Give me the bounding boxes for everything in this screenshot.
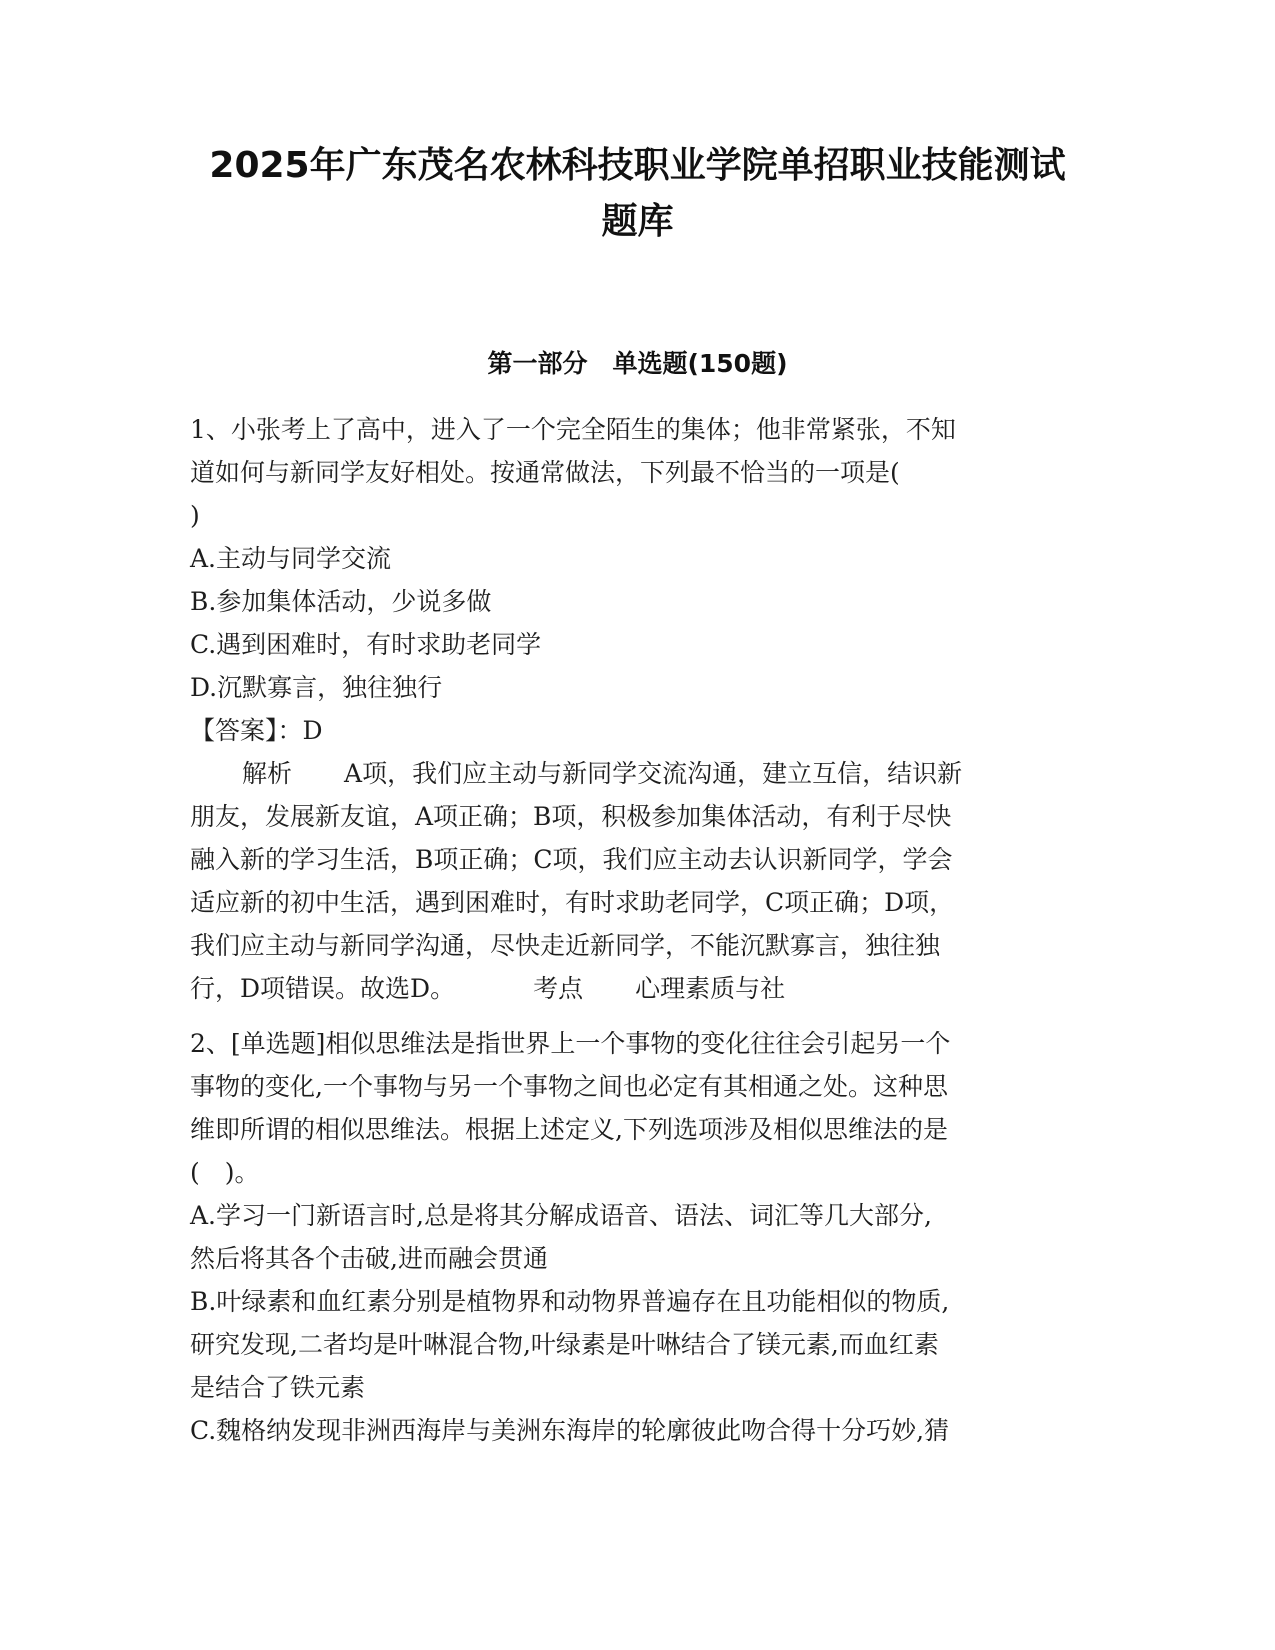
q1-option-b: B.参加集体活动，少说多做 — [190, 587, 492, 616]
section-title: 第一部分 单选题(150题) — [487, 349, 788, 378]
q2-option-b-cont: 是结合了铁元素 — [190, 1373, 366, 1402]
q1-analysis-line: 融入新的学习生活，B项正确；C项，我们应主动去认识新同学，学会 — [190, 845, 953, 874]
analysis-text: 行，D项错误。故选D。 — [190, 974, 456, 1003]
point-value: 心理素质与社 — [635, 974, 786, 1003]
q2-option-a-cont: 然后将其各个击破,进而融会贯通 — [190, 1244, 548, 1273]
q2-option-a: A.学习一门新语言时,总是将其分解成语音、语法、词汇等几大部分, — [190, 1201, 932, 1230]
q1-analysis-line: 适应新的初中生活，遇到困难时，有时求助老同学，C项正确；D项， — [190, 888, 955, 917]
q1-analysis-last-line — [190, 967, 1090, 1010]
q1-answer: 【答案】：D — [190, 716, 323, 745]
point-label: 考点 — [533, 974, 584, 1003]
question-list — [190, 408, 1090, 1452]
q1-stem-line: 1、小张考上了高中，进入了一个完全陌生的集体；他非常紧张，不知 — [190, 415, 956, 444]
analysis-label: 解析 — [242, 759, 293, 788]
q2-option-b: B.叶绿素和血红素分别是植物界和动物界普遍存在且功能相似的物质, — [190, 1287, 950, 1316]
q1-analysis-line: 我们应主动与新同学沟通，尽快走近新同学，不能沉默寡言，独往独 — [190, 931, 941, 960]
q2-option-c: C.魏格纳发现非洲西海岸与美洲东海岸的轮廓彼此吻合得十分巧妙,猜 — [190, 1416, 950, 1445]
q1-analysis-line: 朋友，发展新友谊，A项正确；B项，积极参加集体活动，有利于尽快 — [190, 802, 952, 831]
q2-stem-line: 维即所谓的相似思维法。根据上述定义,下列选项涉及相似思维法的是 — [190, 1115, 948, 1144]
title-line-1: 2025年广东茂名农林科技职业学院单招职业技能测试 — [209, 145, 1066, 186]
title-line-2: 题库 — [601, 201, 674, 242]
q2-stem-line: ( )。 — [190, 1158, 260, 1187]
q1-option-c: C.遇到困难时，有时求助老同学 — [190, 630, 542, 659]
q1-option-a: A.主动与同学交流 — [190, 544, 392, 573]
question-1 — [190, 408, 1090, 1010]
q2-stem-line: 2、[单选题]相似思维法是指世界上一个事物的变化往往会引起另一个 — [190, 1029, 951, 1058]
q2-stem-line: 事物的变化,一个事物与另一个事物之间也必定有其相通之处。这种思 — [190, 1072, 948, 1101]
q1-stem-line: 道如何与新同学友好相处。按通常做法，下列最不恰当的一项是( — [190, 458, 900, 487]
analysis-text: A项，我们应主动与新同学交流沟通，建立互信，结识新 — [344, 759, 963, 788]
document-title — [150, 138, 1125, 250]
q1-analysis-first-line — [190, 752, 1090, 795]
q1-stem-line: ) — [190, 501, 200, 530]
q2-option-b-cont: 研究发现,二者均是叶啉混合物,叶绿素是叶啉结合了镁元素,而血红素 — [190, 1330, 939, 1359]
question-2 — [190, 1022, 1090, 1452]
q1-option-d: D.沉默寡言，独往独行 — [190, 673, 443, 702]
